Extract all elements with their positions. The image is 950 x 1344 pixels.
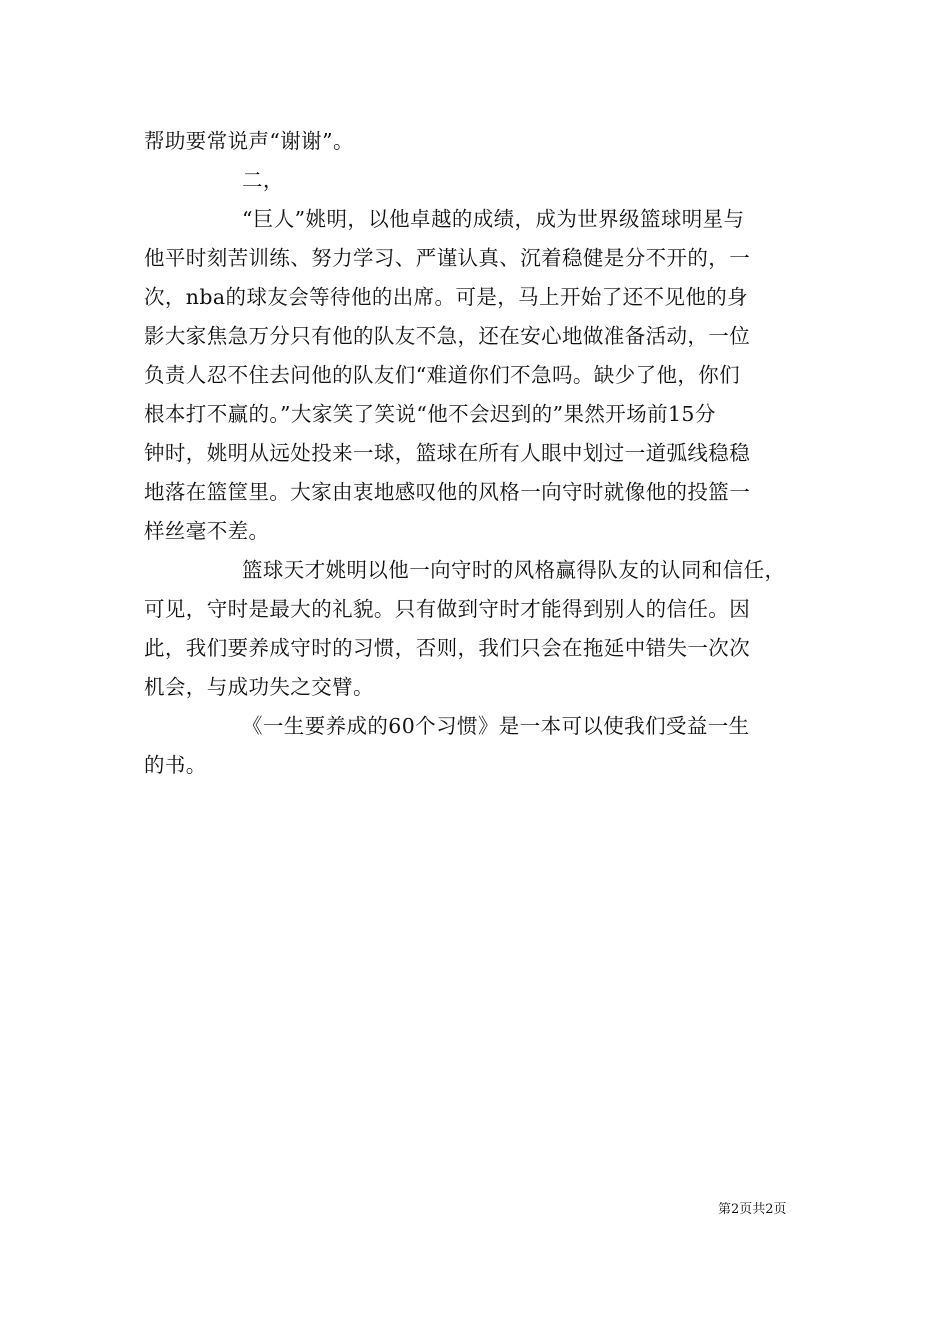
- text-line: 根本打不赢的。”大家笑了笑说“他不会迟到的”果然开场前15分: [144, 402, 716, 426]
- text-line: 帮助要常说声“谢谢”。: [144, 129, 354, 153]
- text-line: 次，nba的球友会等待他的出席。可是，马上开始了还不见他的身: [144, 285, 749, 309]
- text-line: 地落在篮筐里。大家由衷地感叹他的风格一向守时就像他的投篮一: [144, 480, 751, 504]
- paragraph-start: 《一生要养成的60个习惯》是一本可以使我们受益一生: [242, 714, 750, 738]
- body-text: [144, 122, 812, 785]
- page-number: 第2页共2页: [718, 1202, 787, 1217]
- text-line: 此，我们要养成守时的习惯，否则，我们只会在拖延中错失一次次: [144, 636, 751, 660]
- text-line: 他平时刻苦训练、努力学习、严谨认真、沉着稳健是分不开的，一: [144, 246, 751, 270]
- paragraph-start: 篮球天才姚明以他一向守时的风格赢得队友的认同和信任，: [242, 558, 786, 582]
- text-line: 钟时，姚明从远处投来一球，篮球在所有人眼中划过一道弧线稳稳: [144, 441, 751, 465]
- text-line: 机会，与成功失之交臂。: [144, 675, 374, 699]
- section-heading: 二，: [242, 168, 284, 192]
- text-line: 负责人忍不住去问他的队友们“难道你们不急吗。缺少了他，你们: [144, 363, 741, 387]
- text-line: 可见，守时是最大的礼貌。只有做到守时才能得到别人的信任。因: [144, 597, 751, 621]
- text-line: 样丝毫不差。: [144, 519, 270, 543]
- paragraph-start: “巨人”姚明，以他卓越的成绩，成为世界级篮球明星与: [242, 207, 745, 231]
- text-line: 的书。: [144, 753, 207, 777]
- text-line: 影大家焦急万分只有他的队友不急，还在安心地做准备活动，一位: [144, 324, 751, 348]
